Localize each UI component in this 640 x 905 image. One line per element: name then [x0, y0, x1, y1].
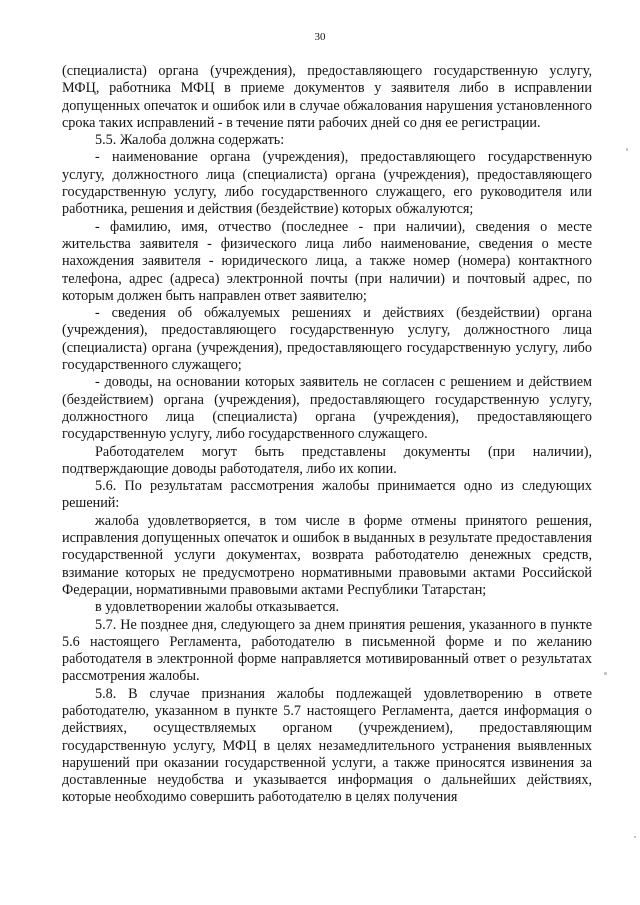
page-number: 30: [314, 31, 326, 43]
section-heading-5-6: 5.6. По результатам рассмотрения жалобы принимается одно из следующих решений:: [62, 478, 592, 512]
list-item: - фамилию, имя, отчество (последнее - при наличии), сведения о месте жительства заявителя - физического лица либо наименование, сведения о месте нахождения заявителя - юридического лица, а также номер (номера) контактного телефона, адрес (адреса) электронной почты (при наличии) и почтовый адрес, по которым должен быть направлен ответ заявителю;: [62, 218, 592, 304]
document-body: [62, 63, 592, 807]
list-item: - сведения об обжалуемых решениях и действиях (бездействии) органа (учреждения), предоставляющего государственную услугу, должностного лица (специалиста) органа (учреждения), предоставляющего государственную услугу, либо государственного служащего;: [62, 305, 592, 374]
section-heading-5-5: 5.5. Жалоба должна содержать:: [95, 132, 285, 149]
scan-mark: [626, 148, 628, 151]
list-item: - наименование органа (учреждения), предоставляющего государственную услугу, должностного лица (специалиста) органа (учреждения), предоставляющего государственную услугу, либо государственного служащего, его руководителя или работника, решения и действия (бездействие) которых обжалуются;: [62, 149, 592, 218]
scan-mark: [604, 672, 607, 675]
paragraph: жалоба удовлетворяется, в том числе в форме отмены принятого решения, исправления допущенных опечаток и ошибок в выданных в результате предоставления государственной услуги документах, возврата работодателю денежных средств, взимание которых не предусмотрено нормативными правовыми актами Российской Федерации, нормативными правовыми актами Республики Татарстан;: [62, 512, 592, 598]
paragraph: Работодателем могут быть представлены документы (при наличии), подтверждающие доводы работодателя, либо их копии.: [62, 443, 592, 477]
scan-mark: [634, 836, 636, 838]
paragraph: (специалиста) органа (учреждения), предоставляющего государственную услугу, МФЦ, работника МФЦ в приеме документов у заявителя либо в исправлении допущенных опечаток и ошибок или в случае обжалования нарушения установленного срока таких исправлений - в течение пяти рабочих дней со дня ее регистрации.: [62, 63, 592, 131]
paragraph: в удовлетворении жалобы отказывается.: [95, 599, 340, 616]
list-item: - доводы, на основании которых заявитель не согласен с решением и действием (бездействием) органа (учреждения), предоставляющего государственную услугу, должностного лица (специалиста) органа (учреждения), предоставляющего государственную услугу, либо государственного служащего.: [62, 374, 592, 443]
section-5-8: 5.8. В случае признания жалобы подлежащей удовлетворению в ответе работодателю, указанном в пункте 5.7 настоящего Регламента, дается информация о действиях, осуществляемых органом (учреждением), предоставляющим государственную услугу, МФЦ в целях незамедлительного устранения выявленных нарушений при оказании государственной услуги, а также приносятся извинения за доставленные неудобства и указывается информация о дальнейших действиях, которые необходимо совершить работодателю в целях получения: [62, 685, 592, 806]
section-5-7: 5.7. Не позднее дня, следующего за днем принятия решения, указанного в пункте 5.6 настоящего Регламента, работодателю в письменной форме и по желанию работодателя в электронной форме направляется мотивированный ответ о результатах рассмотрения жалобы.: [62, 616, 592, 685]
